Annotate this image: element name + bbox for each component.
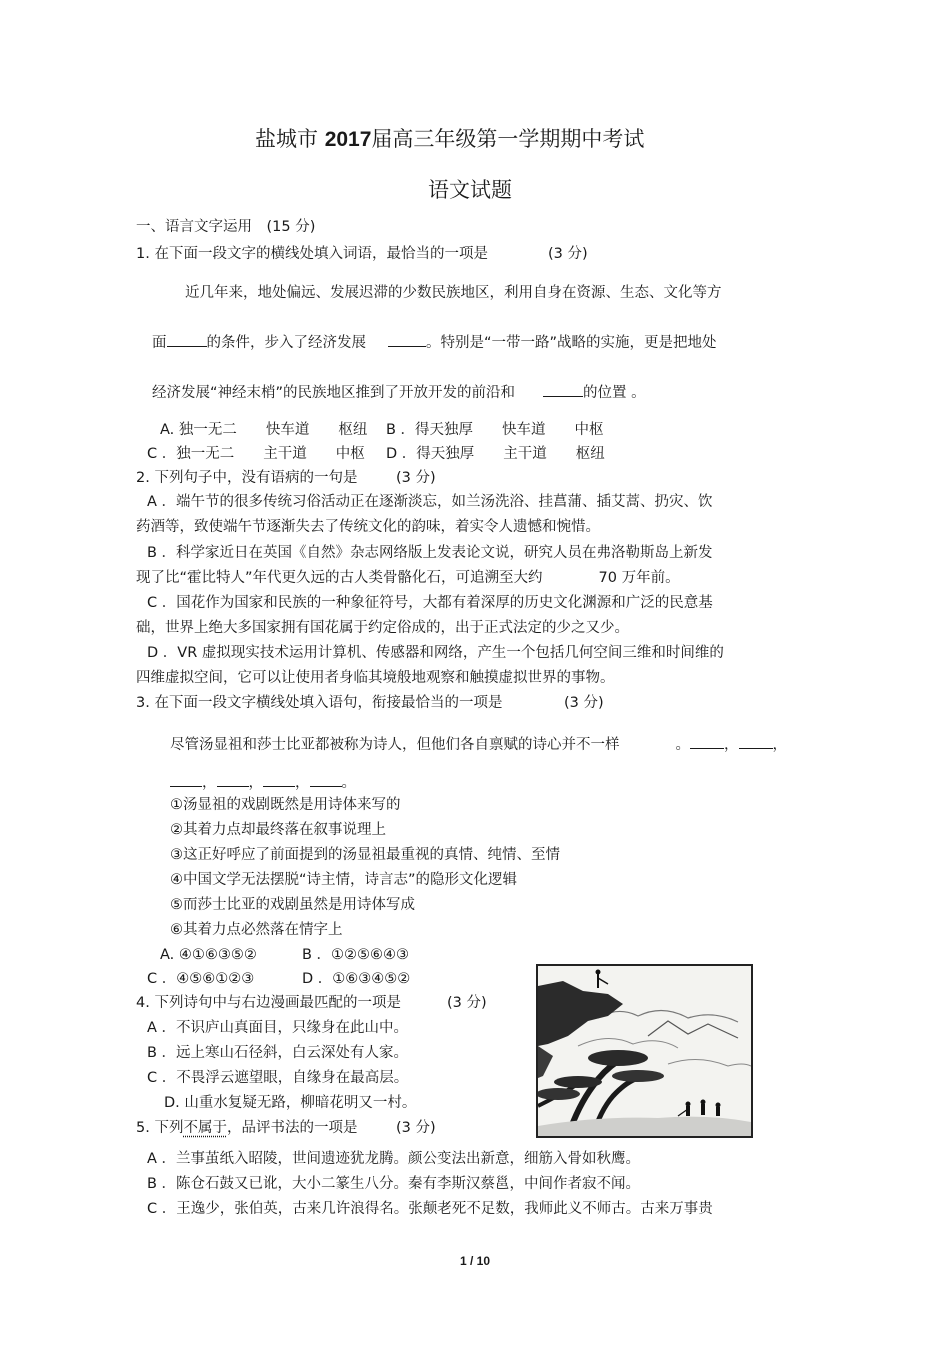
q3-blank-4: [217, 772, 249, 787]
q3-blank-3: [170, 772, 202, 787]
q5-stem: 5. 下列不属于，品评书法的一项是: [136, 1120, 358, 1136]
q1-option-a: A. 独一无二 快车道 枢纽: [160, 422, 368, 438]
q2-option-c-line1: C ．国花作为国家和民族的一种象征符号，大都有着深厚的历史文化渊源和广泛的民意基: [147, 595, 713, 611]
q3-item-5: ⑤而莎士比亚的戏剧虽然是用诗体写成: [170, 897, 415, 913]
q3-option-c: C ．④⑤⑥①②③: [147, 971, 255, 987]
q3-score: (3 分): [564, 695, 604, 711]
landscape-cartoon-image: [536, 964, 753, 1138]
q4-option-d: D. 山重水复疑无路，柳暗花明又一村。: [164, 1095, 417, 1111]
q2-stem: 2. 下列句子中，没有语病的一句是: [136, 470, 358, 486]
q3-item-3: ③这正好呼应了前面提到的汤显祖最重视的真情、纯情、至情: [170, 847, 560, 863]
q3-stem: 3. 在下面一段文字横线处填入语句，衔接最恰当的一项是: [136, 695, 503, 711]
section-heading: 一、语言文字运用 (15 分): [136, 219, 316, 235]
q5-option-c: C ．王逸少，张伯英，古来几许浪得名。张颠老死不足数，我师此义不师古。古来万事贵: [147, 1201, 713, 1217]
q3-blank-2: [739, 734, 773, 749]
q4-option-c: C ．不畏浮云遮望眼，自缘身在最高层。: [147, 1070, 409, 1086]
q5-score: (3 分): [396, 1120, 436, 1136]
q3-option-b: B ．①②⑤⑥④③: [302, 947, 410, 963]
q2-option-d-line2: 四维虚拟空间，它可以让使用者身临其境般地观察和触摸虚拟世界的事物。: [136, 670, 615, 686]
q2-score: (3 分): [396, 470, 436, 486]
q1-passage-line1: 近几年来，地处偏远、发展迟滞的少数民族地区，利用自身在资源、生态、文化等方: [185, 285, 722, 301]
page-number: 1 / 10: [460, 1254, 491, 1268]
q1-option-c: C ．独一无二 主干道 中枢: [147, 446, 365, 462]
q5-option-a: A ．兰事茧纸入昭陵，世间遗迹犹龙腾。颜公变法出新意，细筋入骨如秋鹰。: [147, 1151, 641, 1167]
q3-blank-6: [310, 772, 342, 787]
q3-passage-line1: 尽管汤显祖和莎士比亚都被称为诗人，但他们各自禀赋的诗心并不一样 。 ， ，: [170, 734, 787, 755]
q5-emphasis: 不属于: [183, 1120, 227, 1136]
q3-option-a: A. ④①⑥③⑤②: [160, 947, 257, 963]
q1-blank-1: [167, 332, 207, 347]
page-subtitle: 语文试题: [428, 178, 512, 202]
q1-score: (3 分): [548, 246, 588, 262]
q2-option-a-line1: A ．端午节的很多传统习俗活动正在逐渐淡忘，如兰汤洗浴、挂菖蒲、插艾蒿、扔灾、饮: [147, 494, 713, 510]
q4-option-b: B ．远上寒山石径斜，白云深处有人家。: [147, 1045, 409, 1061]
q2-option-a-line2: 药酒等，致使端午节逐渐失去了传统文化的韵味，着实令人遗憾和惋惜。: [136, 519, 600, 535]
q3-blank-1: [690, 734, 724, 749]
q1-blank-3: [543, 382, 583, 397]
q3-item-1: ①汤显祖的戏剧既然是用诗体来写的: [170, 797, 401, 813]
q4-option-a: A ．不识庐山真面目，只缘身在此山中。: [147, 1020, 409, 1036]
q3-item-2: ②其着力点却最终落在叙事说理上: [170, 822, 386, 838]
q3-blank-5: [263, 772, 295, 787]
q1-option-b: B ．得天独厚 快车道 中枢: [386, 422, 604, 438]
q3-item-6: ⑥其着力点必然落在情字上: [170, 922, 343, 938]
q2-option-d-line1: D ．VR 虚拟现实技术运用计算机、传感器和网络，产生一个包括几何空间三维和时间维的: [147, 645, 724, 661]
q3-item-4: ④中国文学无法摆脱“诗主情，诗言志”的隐形文化逻辑: [170, 872, 518, 888]
q4-score: (3 分): [447, 995, 487, 1011]
q4-stem: 4. 下列诗句中与右边漫画最匹配的一项是: [136, 995, 401, 1011]
q3-option-d: D ．①⑥③④⑤②: [302, 971, 411, 987]
q1-passage-line3: 经济发展“神经末梢”的民族地区推到了开放开发的前沿和 的位置 。: [152, 382, 646, 403]
page-title: 盐城市 2017届高三年级第一学期期中考试: [255, 127, 645, 151]
q2-option-b-line2: 现了比“霍比特人”年代更久远的古人类骨骼化石，可追溯至大约 70 万年前。: [136, 570, 680, 586]
q1-blank-2: [388, 332, 426, 347]
q3-passage-line2: ， ， ， 。: [170, 772, 356, 793]
q1-stem: 1. 在下面一段文字的横线处填入词语，最恰当的一项是: [136, 246, 488, 262]
q1-option-d: D ．得天独厚 主干道 枢纽: [386, 446, 605, 462]
q1-passage-line2: 面 的条件，步入了经济发展 。特别是“一带一路”战略的实施，更是把地处: [152, 332, 717, 353]
q2-option-b-line1: B ．科学家近日在英国《自然》杂志网络版上发表论文说，研究人员在弗洛勒斯岛上新发: [147, 545, 713, 561]
q2-option-c-line2: 础，世界上绝大多国家拥有国花属于约定俗成的，出于正式法定的少之又少。: [136, 620, 629, 636]
q5-option-b: B ．陈仓石鼓又已讹，大小二篆生八分。秦有李斯汉蔡邕，中间作者寂不闻。: [147, 1176, 641, 1192]
